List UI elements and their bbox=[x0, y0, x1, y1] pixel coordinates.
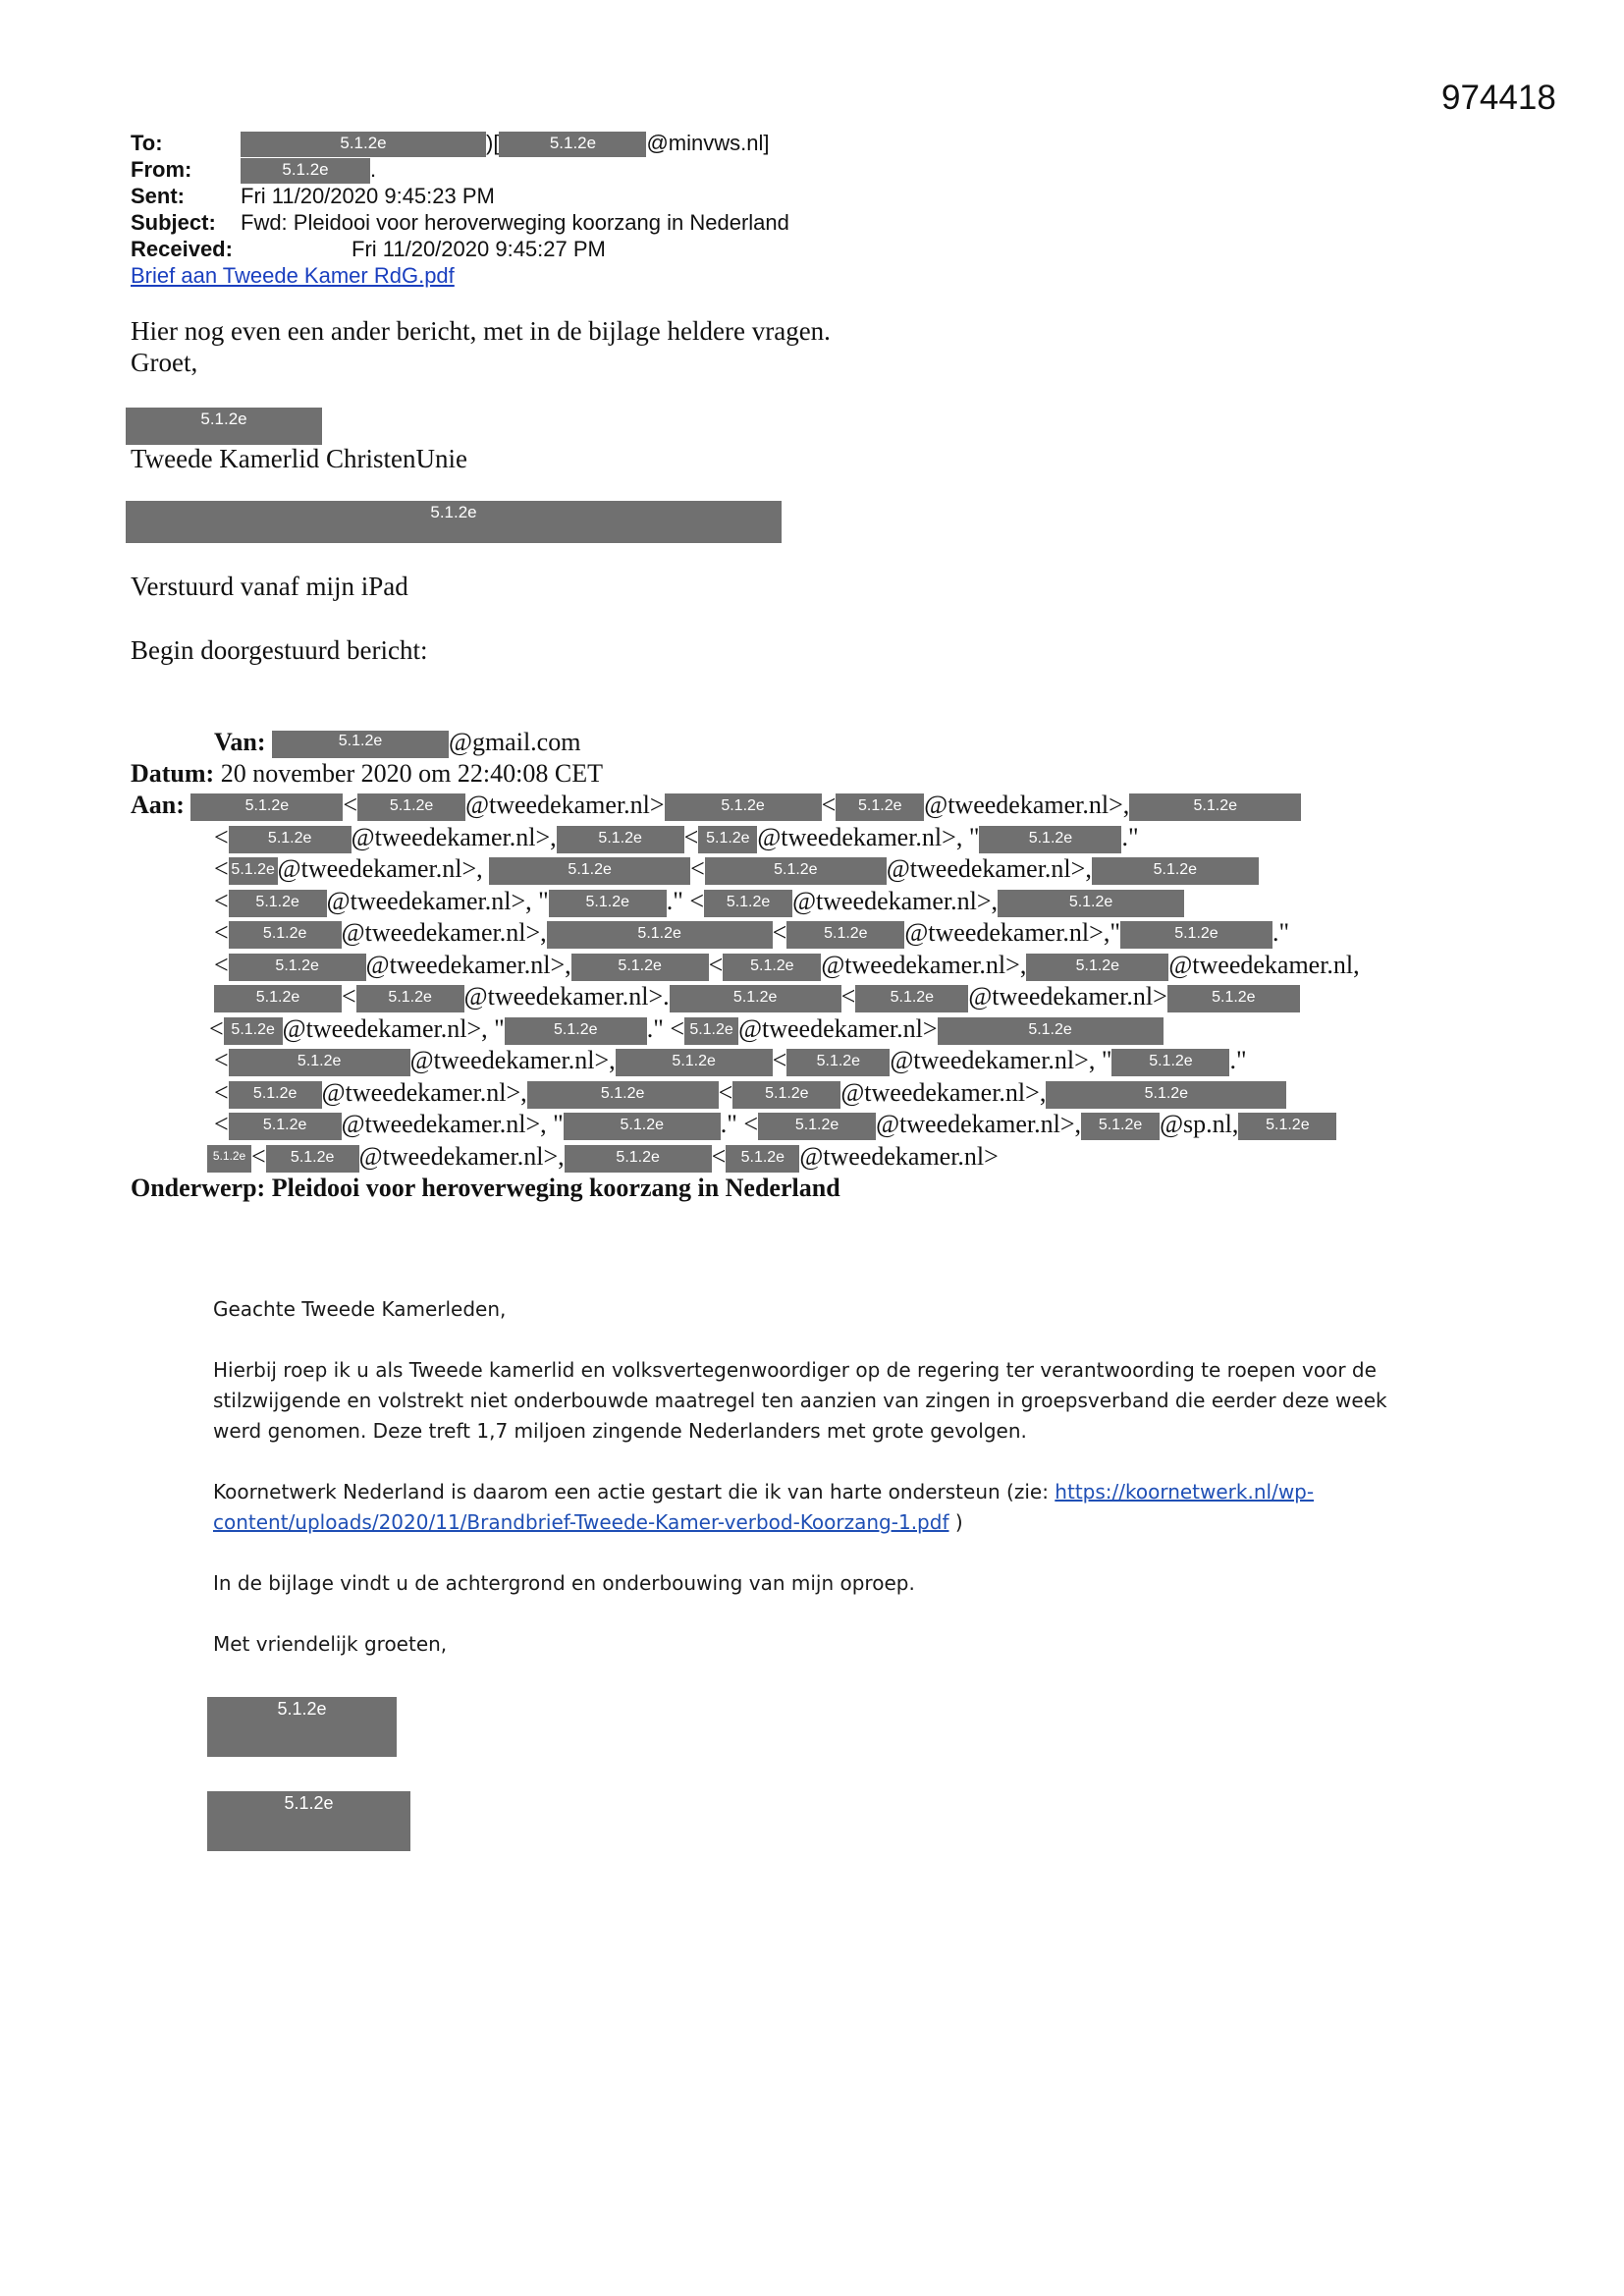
letter-greeting: Geachte Tweede Kamerleden, bbox=[213, 1297, 507, 1321]
redaction-box: 5.1.2e bbox=[786, 921, 904, 949]
redaction-box: 5.1.2e bbox=[229, 1081, 322, 1109]
redaction-box: 5.1.2e bbox=[126, 501, 782, 543]
redaction-box: 5.1.2e bbox=[229, 1049, 410, 1076]
recipient-domain: @tweedekamer.nl bbox=[326, 886, 512, 915]
intro-line-2: Groet, bbox=[131, 348, 198, 377]
from-label: From: bbox=[131, 157, 192, 182]
recipient-domain: @tweedekamer.nl bbox=[277, 854, 462, 883]
redaction-box: 5.1.2e bbox=[698, 826, 757, 853]
datum-row bbox=[131, 758, 603, 790]
recipient-domain: @tweedekamer.nl bbox=[904, 918, 1090, 947]
redaction-box: 5.1.2e bbox=[938, 1017, 1164, 1045]
received-label: Received: bbox=[131, 237, 233, 261]
van-label: Van: bbox=[214, 728, 266, 756]
subject-value: Fwd: Pleidooi voor heroverweging koorzang in Nederland bbox=[241, 210, 789, 235]
recipient-domain: @tweedekamer.nl bbox=[365, 950, 551, 979]
redaction-box: 5.1.2e bbox=[499, 132, 646, 157]
redaction-box: 5.1.2e bbox=[836, 793, 924, 821]
redaction-box: 5.1.2e bbox=[229, 857, 278, 885]
letter-paragraph-2 bbox=[213, 1477, 1411, 1538]
redaction-box: 5.1.2e bbox=[1092, 857, 1259, 885]
redaction-box: 5.1.2e bbox=[229, 921, 342, 949]
redaction-box: 5.1.2e bbox=[1120, 921, 1272, 949]
onderwerp-value: Pleidooi voor heroverweging koorzang in Nederland bbox=[271, 1174, 840, 1202]
redaction-box: 5.1.2e bbox=[505, 1017, 647, 1045]
recipient-domain: @tweedekamer.nl bbox=[890, 1046, 1075, 1074]
van-domain: @gmail.com bbox=[449, 728, 581, 756]
redaction-box: 5.1.2e bbox=[998, 890, 1184, 917]
redaction-box: 5.1.2e bbox=[855, 985, 968, 1012]
redaction-box: 5.1.2e bbox=[564, 1113, 721, 1140]
redaction-box: 5.1.2e bbox=[229, 826, 352, 853]
datum-label: Datum: bbox=[131, 759, 215, 788]
recipient-line: < 5.1.2e @tweedekamer.nl>, 5.1.2e < 5.1.2e @tweedekamer.nl>, 5.1.2e bbox=[131, 853, 1436, 886]
redaction-box: 5.1.2e bbox=[549, 890, 667, 917]
redaction-box: 5.1.2e bbox=[1238, 1113, 1336, 1140]
letter-paragraph-2-end: ) bbox=[948, 1510, 963, 1534]
redaction-box: 5.1.2e bbox=[214, 985, 342, 1012]
koornetwerk-link[interactable]: https://koornetwerk.nl/wp-content/uploads/2020/11/Brandbrief-Tweede-Kamer-verbod-Koorzang-1.pdf bbox=[213, 1480, 1315, 1534]
recipient-domain: @tweedekamer.nl bbox=[792, 886, 977, 915]
redaction-box: 5.1.2e bbox=[758, 1113, 876, 1140]
recipient-domain: @tweedekamer.nl bbox=[465, 791, 650, 819]
redaction-box: 5.1.2e bbox=[616, 1049, 773, 1076]
redaction-box: 5.1.2e bbox=[489, 857, 690, 885]
recipient-domain-sp: @sp.nl, bbox=[1160, 1110, 1239, 1138]
recipient-domain: @tweedekamer.nl bbox=[1168, 950, 1354, 979]
from-row bbox=[131, 156, 455, 183]
recipient-domain: @tweedekamer.nl bbox=[738, 1013, 923, 1043]
recipient-domain: @tweedekamer.nl bbox=[358, 1141, 544, 1171]
recipient-domain: @tweedekamer.nl bbox=[840, 1077, 1026, 1107]
intro-line-1: Hier nog even een ander bericht, met in de bijlage heldere vragen. bbox=[131, 316, 831, 346]
redaction-box: 5.1.2e bbox=[190, 793, 343, 821]
signature-role: Tweede Kamerlid ChristenUnie bbox=[131, 444, 467, 473]
recipient-domain: @tweedekamer.nl bbox=[799, 1141, 985, 1171]
redaction-box: 5.1.2e bbox=[547, 921, 773, 949]
aan-recipients bbox=[131, 790, 1436, 1205]
ipad-line: Verstuurd vanaf mijn iPad bbox=[131, 572, 408, 601]
forward-intro: Begin doorgestuurd bericht: bbox=[131, 635, 428, 665]
letter-paragraph-1: Hierbij roep ik u als Tweede kamerlid en volksvertegenwoordiger op de regering ter verantwoording te roepen voor de stilzwijgende en volstrekt niet onderbouwde maatregel ten aanzien van zingen in groepsverband die eerder deze week werd genomen. Deze treft 1,7 miljoen zingende Nederlanders met grote gevolgen. bbox=[213, 1358, 1387, 1443]
redaction-box: 5.1.2e bbox=[527, 1081, 719, 1109]
onderwerp-label: Onderwerp: bbox=[131, 1174, 266, 1202]
redaction-box: 5.1.2e bbox=[786, 1049, 890, 1076]
recipient-line: < 5.1.2e @tweedekamer.nl>, " 5.1.2e ." < 5.1.2e @tweedekamer.nl>, 5.1.2e @sp.nl, 5.1.2e bbox=[131, 1109, 1436, 1141]
redaction-box: 5.1.2e bbox=[241, 158, 370, 184]
recipient-domain: @tweedekamer.nl bbox=[351, 822, 536, 851]
redaction-box: 5.1.2e bbox=[705, 857, 887, 885]
redaction-box: 5.1.2e bbox=[565, 1145, 712, 1173]
redaction-box: 5.1.2e bbox=[665, 793, 822, 821]
redaction-box: 5.1.2e bbox=[357, 793, 465, 821]
sent-label: Sent: bbox=[131, 184, 185, 208]
recipient-domain: @tweedekamer.nl bbox=[924, 791, 1110, 819]
redaction-box: 5.1.2e bbox=[1111, 1049, 1229, 1076]
aan-label: Aan: bbox=[131, 791, 185, 819]
to-label: To: bbox=[131, 131, 163, 155]
onderwerp-row bbox=[131, 1173, 1436, 1205]
from-tail: . bbox=[370, 157, 377, 182]
redaction-box: 5.1.2e bbox=[229, 954, 366, 981]
recipient-line: < 5.1.2e @tweedekamer.nl>, " 5.1.2e ." < 5.1.2e @tweedekamer.nl>, 5.1.2e bbox=[131, 886, 1436, 918]
to-row bbox=[131, 130, 770, 156]
redaction-box: 5.1.2e bbox=[726, 1145, 799, 1173]
recipient-line: < 5.1.2e @tweedekamer.nl>, 5.1.2e < 5.1.2e @tweedekamer.nl>," 5.1.2e ." bbox=[131, 917, 1436, 950]
redaction-box: 5.1.2e bbox=[126, 408, 322, 445]
redaction-box: 5.1.2e bbox=[1081, 1113, 1160, 1140]
recipient-domain: @tweedekamer.nl bbox=[757, 822, 943, 851]
redaction-box: 5.1.2e bbox=[229, 1113, 342, 1140]
datum-value: 20 november 2020 om 22:40:08 CET bbox=[220, 759, 603, 788]
document-id: 974418 bbox=[1441, 79, 1556, 117]
redaction-box: 5.1.2e bbox=[723, 954, 821, 981]
letter-paragraph-2-start: Koornetwerk Nederland is daarom een actie gestart die ik van harte ondersteun (zie: bbox=[213, 1480, 1056, 1503]
recipient-domain: @tweedekamer.nl bbox=[968, 982, 1154, 1011]
to-domain: @minvws.nl] bbox=[646, 131, 770, 155]
sent-value: Fri 11/20/2020 9:45:23 PM bbox=[241, 184, 495, 208]
recipient-line: Aan: 5.1.2e < 5.1.2e @tweedekamer.nl> 5.1.2e < 5.1.2e @tweedekamer.nl>, 5.1.2e bbox=[131, 790, 1436, 822]
redaction-box: 5.1.2e bbox=[272, 731, 449, 758]
redaction-box: 5.1.2e bbox=[224, 1017, 283, 1045]
recipient-domain: @tweedekamer.nl bbox=[341, 1110, 526, 1138]
redaction-box: 5.1.2e bbox=[704, 890, 792, 917]
sent-row bbox=[131, 183, 495, 209]
forwarded-header bbox=[131, 727, 603, 790]
recipient-domain: @tweedekamer.nl bbox=[282, 1013, 467, 1043]
recipient-domain: @tweedekamer.nl bbox=[876, 1110, 1060, 1138]
redaction-box: 5.1.2e bbox=[266, 1145, 359, 1173]
redaction-box: 5.1.2e bbox=[207, 1791, 410, 1851]
to-separator: )[ bbox=[486, 131, 500, 155]
recipient-line: < 5.1.2e @tweedekamer.nl>, 5.1.2e < 5.1.2e @tweedekamer.nl>, " 5.1.2e ." bbox=[131, 1045, 1436, 1077]
recipient-domain: @tweedekamer.nl bbox=[821, 950, 1006, 979]
recipient-line: 5.1.2e < 5.1.2e @tweedekamer.nl>, 5.1.2e < 5.1.2e @tweedekamer.nl> bbox=[131, 1141, 1436, 1174]
redaction-box: 5.1.2e bbox=[1046, 1081, 1286, 1109]
redaction-box: 5.1.2e bbox=[1026, 954, 1168, 981]
recipient-domain: @tweedekamer.nl bbox=[463, 982, 649, 1011]
received-row bbox=[131, 236, 606, 262]
redaction-box: 5.1.2e bbox=[207, 1697, 397, 1757]
email-header bbox=[131, 130, 789, 289]
redaction-box: 5.1.2e bbox=[356, 985, 464, 1012]
recipient-line: < 5.1.2e @tweedekamer.nl>, 5.1.2e < 5.1.2e @tweedekamer.nl>, 5.1.2e bbox=[131, 1077, 1436, 1110]
recipient-domain: @tweedekamer.nl bbox=[886, 854, 1071, 883]
recipient-line: < 5.1.2e @tweedekamer.nl>, 5.1.2e < 5.1.2e @tweedekamer.nl>, 5.1.2e @tweedekamer.nl, bbox=[131, 950, 1436, 982]
redaction-box: 5.1.2e bbox=[732, 1081, 840, 1109]
recipient-line: < 5.1.2e @tweedekamer.nl>, 5.1.2e < 5.1.2e @tweedekamer.nl>, " 5.1.2e ." bbox=[131, 822, 1436, 854]
van-row bbox=[131, 727, 603, 758]
subject-row bbox=[131, 209, 789, 236]
redaction-box: 5.1.2e bbox=[571, 954, 709, 981]
recipient-domain: @tweedekamer.nl bbox=[409, 1046, 595, 1074]
redaction-box: 5.1.2e bbox=[684, 1017, 738, 1045]
letter-paragraph-3: In de bijlage vindt u de achtergrond en onderbouwing van mijn oproep. bbox=[213, 1571, 915, 1595]
redaction-box: 5.1.2e bbox=[1129, 793, 1301, 821]
redaction-box: 5.1.2e bbox=[241, 132, 486, 157]
recipient-line: 5.1.2e < 5.1.2e @tweedekamer.nl>. 5.1.2e < 5.1.2e @tweedekamer.nl> 5.1.2e bbox=[131, 981, 1436, 1013]
attachment-link[interactable]: Brief aan Tweede Kamer RdG.pdf bbox=[131, 263, 455, 288]
redaction-box: 5.1.2e bbox=[1167, 985, 1300, 1012]
received-value: Fri 11/20/2020 9:45:27 PM bbox=[352, 237, 606, 261]
subject-label: Subject: bbox=[131, 210, 216, 235]
redaction-box: 5.1.2e bbox=[207, 1145, 251, 1173]
redaction-box: 5.1.2e bbox=[979, 826, 1121, 853]
recipient-line: < 5.1.2e @tweedekamer.nl>, " 5.1.2e ." < 5.1.2e @tweedekamer.nl> 5.1.2e bbox=[131, 1013, 1436, 1046]
letter-closing: Met vriendelijk groeten, bbox=[213, 1632, 448, 1656]
letter-body bbox=[213, 1294, 1411, 1690]
attachment-row bbox=[131, 262, 455, 289]
redaction-box: 5.1.2e bbox=[557, 826, 684, 853]
redaction-box: 5.1.2e bbox=[229, 890, 327, 917]
recipient-domain: @tweedekamer.nl bbox=[341, 918, 526, 947]
recipient-domain: @tweedekamer.nl bbox=[321, 1077, 507, 1107]
redaction-box: 5.1.2e bbox=[670, 985, 841, 1012]
